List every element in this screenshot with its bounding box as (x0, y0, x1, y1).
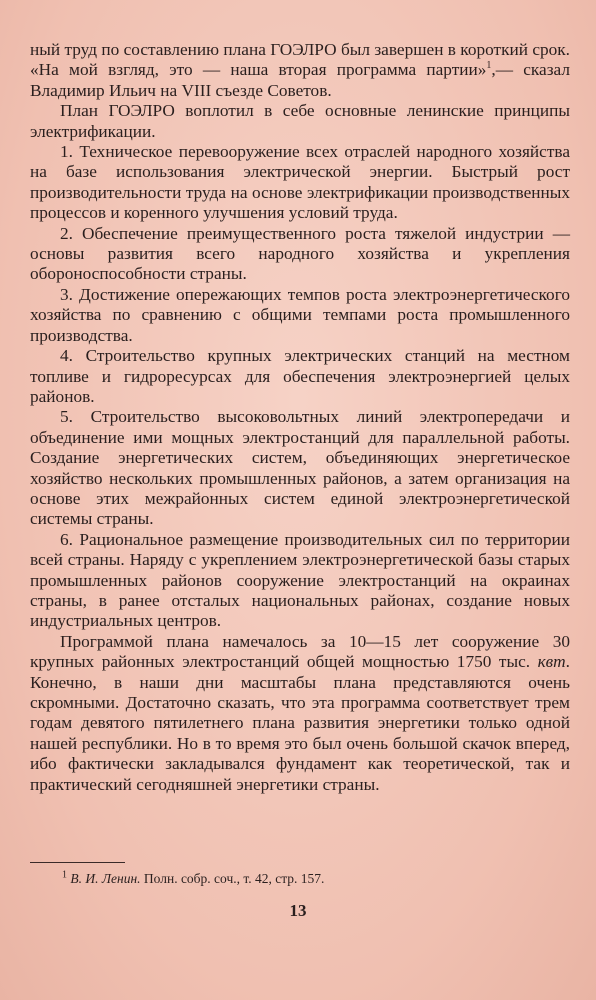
footnote-reference: 1 (486, 60, 492, 72)
body-text (30, 40, 570, 795)
footnote-source: Полн. собр. соч., т. 42, стр. 157. (140, 871, 325, 886)
paragraph (30, 530, 570, 632)
footnote-author: В. И. Ленин. (70, 871, 141, 886)
paragraph (30, 407, 570, 529)
text-run: . Конечно, в наши дни масштабы плана представляются очень скромными. Достаточно сказать, что эта программа соответствует трем годам девятого пятилетнего плана развития энергетики только одной нашей республики. Но в то время это был очень большой скачок вперед, ибо фактически закладывался фундамент как теоретической, так и практический сегодняшней энергетики страны. (30, 652, 570, 794)
text-run: ный труд по составлению плана ГОЭЛРО был завершен в короткий срок. «На мой взгляд, это — наша вторая программа партии» (30, 40, 570, 80)
page-number: 13 (289, 901, 307, 920)
text-run: 6. Рациональное размещение производительных сил по территории всей страны. Наряду с укреплением электроэнергетической базы старых промышленных районов сооружение электростанций на окраинах страны, в ранее отсталых национальных районах, создание новых индустриальных центров. (30, 529, 570, 631)
paragraph (30, 346, 570, 407)
paragraph (30, 285, 570, 346)
paragraph (30, 142, 570, 224)
text-run: 1. Техническое перевооружение всех отраслей народного хозяйства на базе использования электрической энергии. Быстрый рост производительности труда на основе электрификации производственных процессов и коренного улучшения условий труда. (30, 142, 570, 223)
text-run: План ГОЭЛРО воплотил в себе основные ленинские принципы электрификации. (30, 101, 570, 141)
paragraph (30, 40, 570, 101)
text-run: 5. Строительство высоковольтных линий электропередачи и объединение ими мощных электростанций для параллельной работы. Создание энергетических систем, объединяющих энергетическое хозяйство нескольких промышленных районов, а затем организация на основе этих межрайонных систем единой электроэнергетической системы страны. (30, 407, 570, 529)
text-run: Программой плана намечалось за 10—15 лет сооружение 30 крупных районных электростанций общей мощностью 1750 тыс. (30, 631, 570, 672)
footnote (62, 871, 562, 887)
text-run: ,— сказал Владимир Ильич на VIII съезде Советов. (30, 60, 570, 100)
paragraph (30, 224, 570, 285)
paragraph (30, 101, 570, 142)
paragraph (30, 632, 570, 795)
footnote-divider (30, 862, 125, 863)
text-run: 4. Строительство крупных электрических станций на местном топливе и гидроресурсах для обеспечения электроэнергией целых районов. (30, 346, 570, 406)
footnote-mark: 1 (62, 869, 67, 881)
unit-text: квт (537, 652, 566, 672)
text-run: 3. Достижение опережающих темпов роста электроэнергетического хозяйства по сравнению с общими темпами роста промышленного производства. (30, 284, 570, 345)
text-run: 2. Обеспечение преимущественного роста тяжелой индустрии — основы развития всего народного хозяйства и укрепления обороноспособности страны. (30, 223, 570, 284)
